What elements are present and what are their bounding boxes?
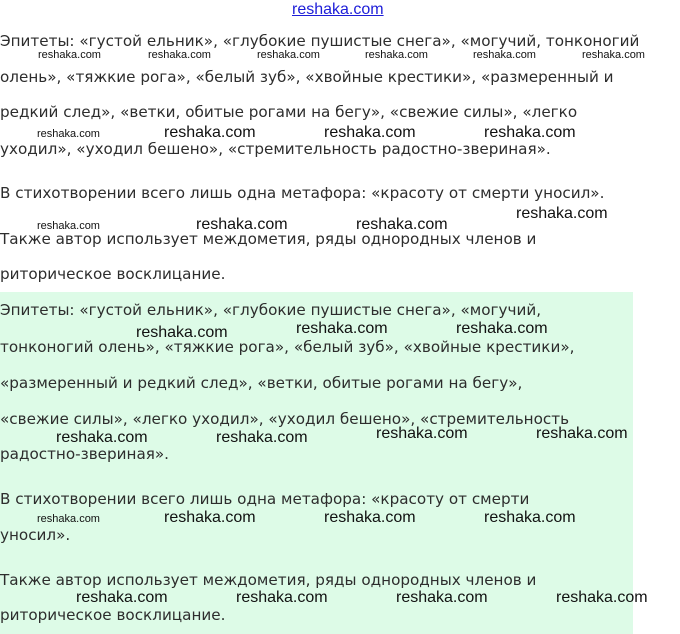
watermark: reshaka.com — [556, 589, 648, 606]
watermark: reshaka.com — [484, 509, 576, 526]
text-line: В стихотворении всего лишь одна метафора: «красоту от смерти — [0, 490, 530, 508]
text-line: Также автор использует междометия, ряды однородных членов и — [0, 230, 537, 248]
watermark: reshaka.com — [236, 589, 328, 606]
text-line: тонконогий олень», «тяжкие рога», «белый зуб», «хвойные крестики», — [0, 338, 575, 356]
text-line: В стихотворении всего лишь одна метафора: «красоту от смерти уносил». — [0, 184, 605, 202]
watermark: reshaka.com — [38, 49, 101, 61]
watermark: reshaka.com — [356, 216, 448, 233]
text-line: уносил». — [0, 526, 71, 544]
watermark: reshaka.com — [196, 216, 288, 233]
watermark: reshaka.com — [164, 124, 256, 141]
text-line: Также автор использует междометия, ряды однородных членов и — [0, 571, 537, 589]
watermark: reshaka.com — [76, 589, 168, 606]
watermark: reshaka.com — [148, 49, 211, 61]
watermark: reshaka.com — [216, 429, 308, 446]
text-line: риторическое восклицание. — [0, 606, 226, 624]
text-line: риторическое восклицание. — [0, 265, 226, 283]
text-line: редкий след», «ветки, обитые рогами на бегу», «свежие силы», «легко — [0, 103, 578, 121]
watermark: reshaka.com — [324, 124, 416, 141]
text-line: радостно-звериная». — [0, 445, 170, 463]
watermark: reshaka.com — [136, 324, 228, 341]
watermark: reshaka.com — [484, 124, 576, 141]
text-line: Эпитеты: «густой ельник», «глубокие пушистые снега», «могучий, — [0, 301, 542, 319]
watermark: reshaka.com — [37, 220, 100, 232]
site-link[interactable]: reshaka.com — [292, 1, 384, 18]
watermark: reshaka.com — [365, 49, 428, 61]
text-line: олень», «тяжкие рога», «белый зуб», «хвойные крестики», «размеренный и — [0, 68, 614, 86]
watermark: reshaka.com — [376, 425, 468, 442]
watermark: reshaka.com — [396, 589, 488, 606]
watermark: reshaka.com — [37, 128, 100, 140]
text-line: «размеренный и редкий след», «ветки, обитые рогами на бегу», — [0, 374, 523, 392]
watermark: reshaka.com — [37, 513, 100, 525]
text-line: «свежие силы», «легко уходил», «уходил бешено», «стремительность — [0, 410, 570, 428]
text-line: Эпитеты: «густой ельник», «глубокие пушистые снега», «могучий, тонконогий — [0, 32, 640, 50]
watermark: reshaka.com — [257, 49, 320, 61]
watermark: reshaka.com — [56, 429, 148, 446]
watermark: reshaka.com — [324, 509, 416, 526]
watermark: reshaka.com — [164, 509, 256, 526]
watermark: reshaka.com — [536, 425, 628, 442]
text-line: уходил», «уходил бешено», «стремительность радостно-звериная». — [0, 140, 551, 158]
watermark: reshaka.com — [582, 49, 645, 61]
watermark: reshaka.com — [473, 49, 536, 61]
watermark: reshaka.com — [516, 205, 608, 222]
watermark: reshaka.com — [296, 320, 388, 337]
watermark: reshaka.com — [456, 320, 548, 337]
